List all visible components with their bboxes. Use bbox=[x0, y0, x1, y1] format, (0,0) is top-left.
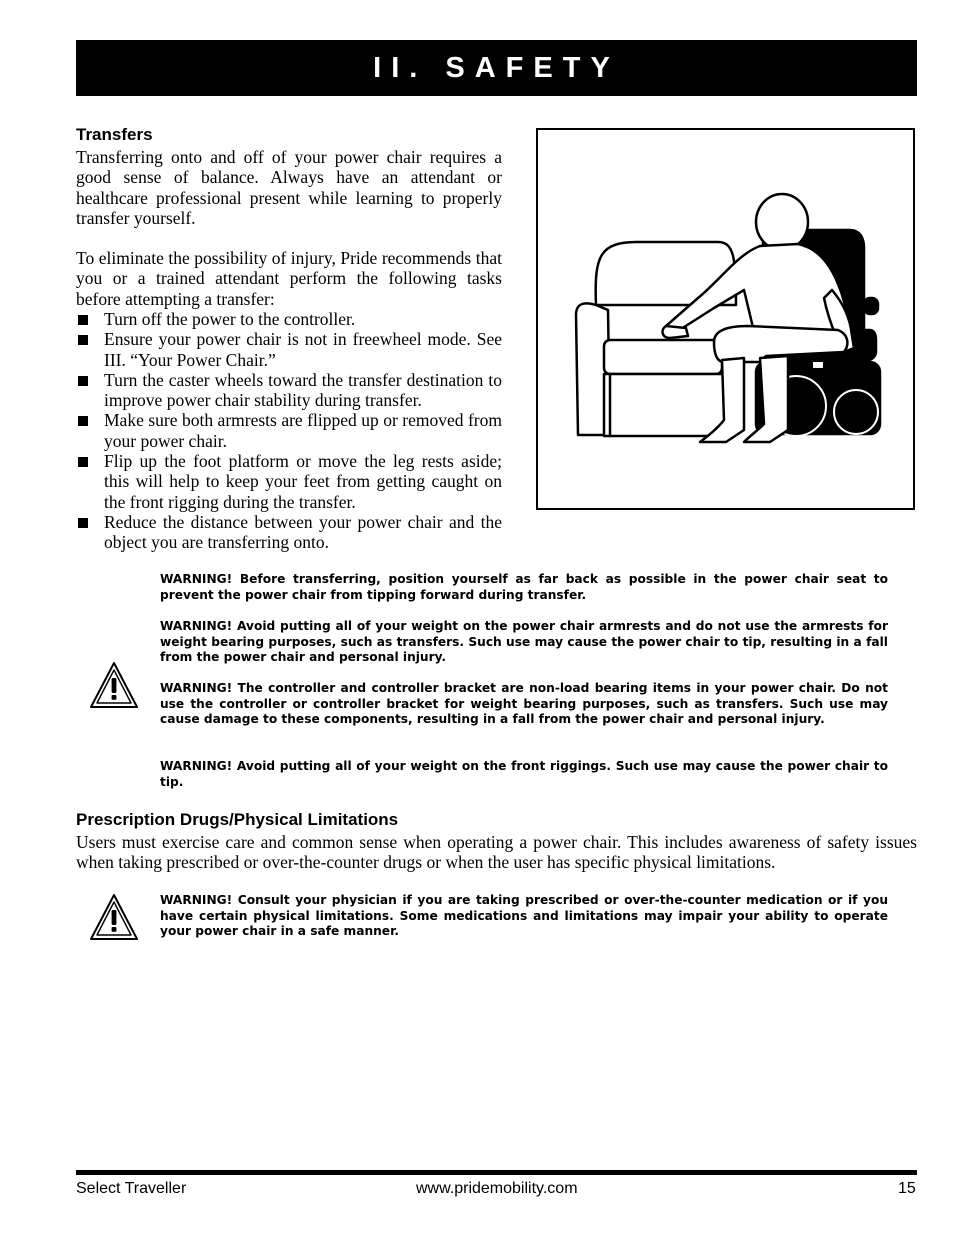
warning-armrests: WARNING! Avoid putting all of your weight on the power chair armrests and do not use the armrests for weight bearing purposes, such as transfers. Such use may cause the power chair to tip, resulting in a fall from the power chair and personal injury. bbox=[160, 619, 888, 664]
prescription-paragraph: Users must exercise care and common sense when operating a power chair. This includes awareness of safety issues when taking prescribed or over-the-counter drugs or when the user has specific physical limitations. bbox=[76, 832, 917, 873]
footer-rule bbox=[76, 1170, 917, 1175]
list-item: Ensure your power chair is not in freewheel mode. See III. “Your Power Chair.” bbox=[76, 329, 502, 370]
transfers-paragraph-2: To eliminate the possibility of injury, Pride recommends that you or a trained attendant perform the following tasks before attempting a transfer: bbox=[76, 248, 502, 309]
warning-medication: WARNING! Consult your physician if you are taking prescribed or over-the-counter medication or if you have certain physical limitations. Some medications and limitations may impair your ability to operate your power chair in a safe manner. bbox=[160, 893, 888, 938]
list-item: Turn off the power to the controller. bbox=[76, 309, 502, 329]
square-bullet-icon bbox=[78, 315, 88, 325]
transfers-paragraph-1: Transferring onto and off of your power chair requires a good sense of balance. Always have an attendant or healthcare professional present while learning to properly transfer yourself. bbox=[76, 147, 502, 228]
transfer-drawing bbox=[538, 130, 913, 508]
person-hand bbox=[663, 326, 688, 338]
list-item: Flip up the foot platform or move the leg rests aside; this will help to keep your feet from getting caught on the front rigging during the transfer. bbox=[76, 451, 502, 512]
footer-website: www.pridemobility.com bbox=[416, 1180, 578, 1197]
square-bullet-icon bbox=[78, 376, 88, 386]
square-bullet-icon bbox=[78, 335, 88, 345]
transfers-heading: Transfers bbox=[76, 125, 153, 144]
section-title: II. SAFETY bbox=[373, 51, 620, 84]
square-bullet-icon bbox=[78, 416, 88, 426]
footer-product-name: Select Traveller bbox=[76, 1180, 187, 1197]
transfer-task-list bbox=[76, 309, 502, 553]
square-bullet-icon bbox=[78, 457, 88, 467]
warning-seat-position: WARNING! Before transferring, position yourself as far back as possible in the power chair seat to prevent the power chair from tipping forward during transfer. bbox=[160, 572, 888, 602]
list-item: Make sure both armrests are flipped up or removed from your power chair. bbox=[76, 410, 502, 451]
powerchair-armrest bbox=[864, 298, 878, 314]
prescription-heading: Prescription Drugs/Physical Limitations bbox=[76, 810, 399, 829]
armchair-front bbox=[604, 374, 728, 436]
list-item: Reduce the distance between your power chair and the object you are transferring onto. bbox=[76, 512, 502, 553]
section-header-bar bbox=[76, 40, 917, 96]
transfer-illustration bbox=[536, 128, 915, 510]
armchair-seat bbox=[604, 340, 722, 374]
warning-front-riggings: WARNING! Avoid putting all of your weight on the front riggings. Such use may cause the power chair to tip. bbox=[160, 759, 888, 789]
warning-triangle-icon bbox=[88, 892, 140, 944]
warning-triangle-icon bbox=[88, 660, 140, 712]
person-right-leg bbox=[744, 356, 788, 442]
list-item: Turn the caster wheels toward the transfer destination to improve power chair stability during transfer. bbox=[76, 370, 502, 411]
square-bullet-icon bbox=[78, 518, 88, 528]
page-number: 15 bbox=[898, 1180, 916, 1197]
person-head bbox=[756, 194, 808, 250]
warning-controller: WARNING! The controller and controller bracket are non-load bearing items in your power chair. Do not use the controller or controller bracket for weight bearing purposes, such as transfers. Such use may cause damage to these components, resulting in a fall from the power chair and personal injury. bbox=[160, 681, 888, 726]
